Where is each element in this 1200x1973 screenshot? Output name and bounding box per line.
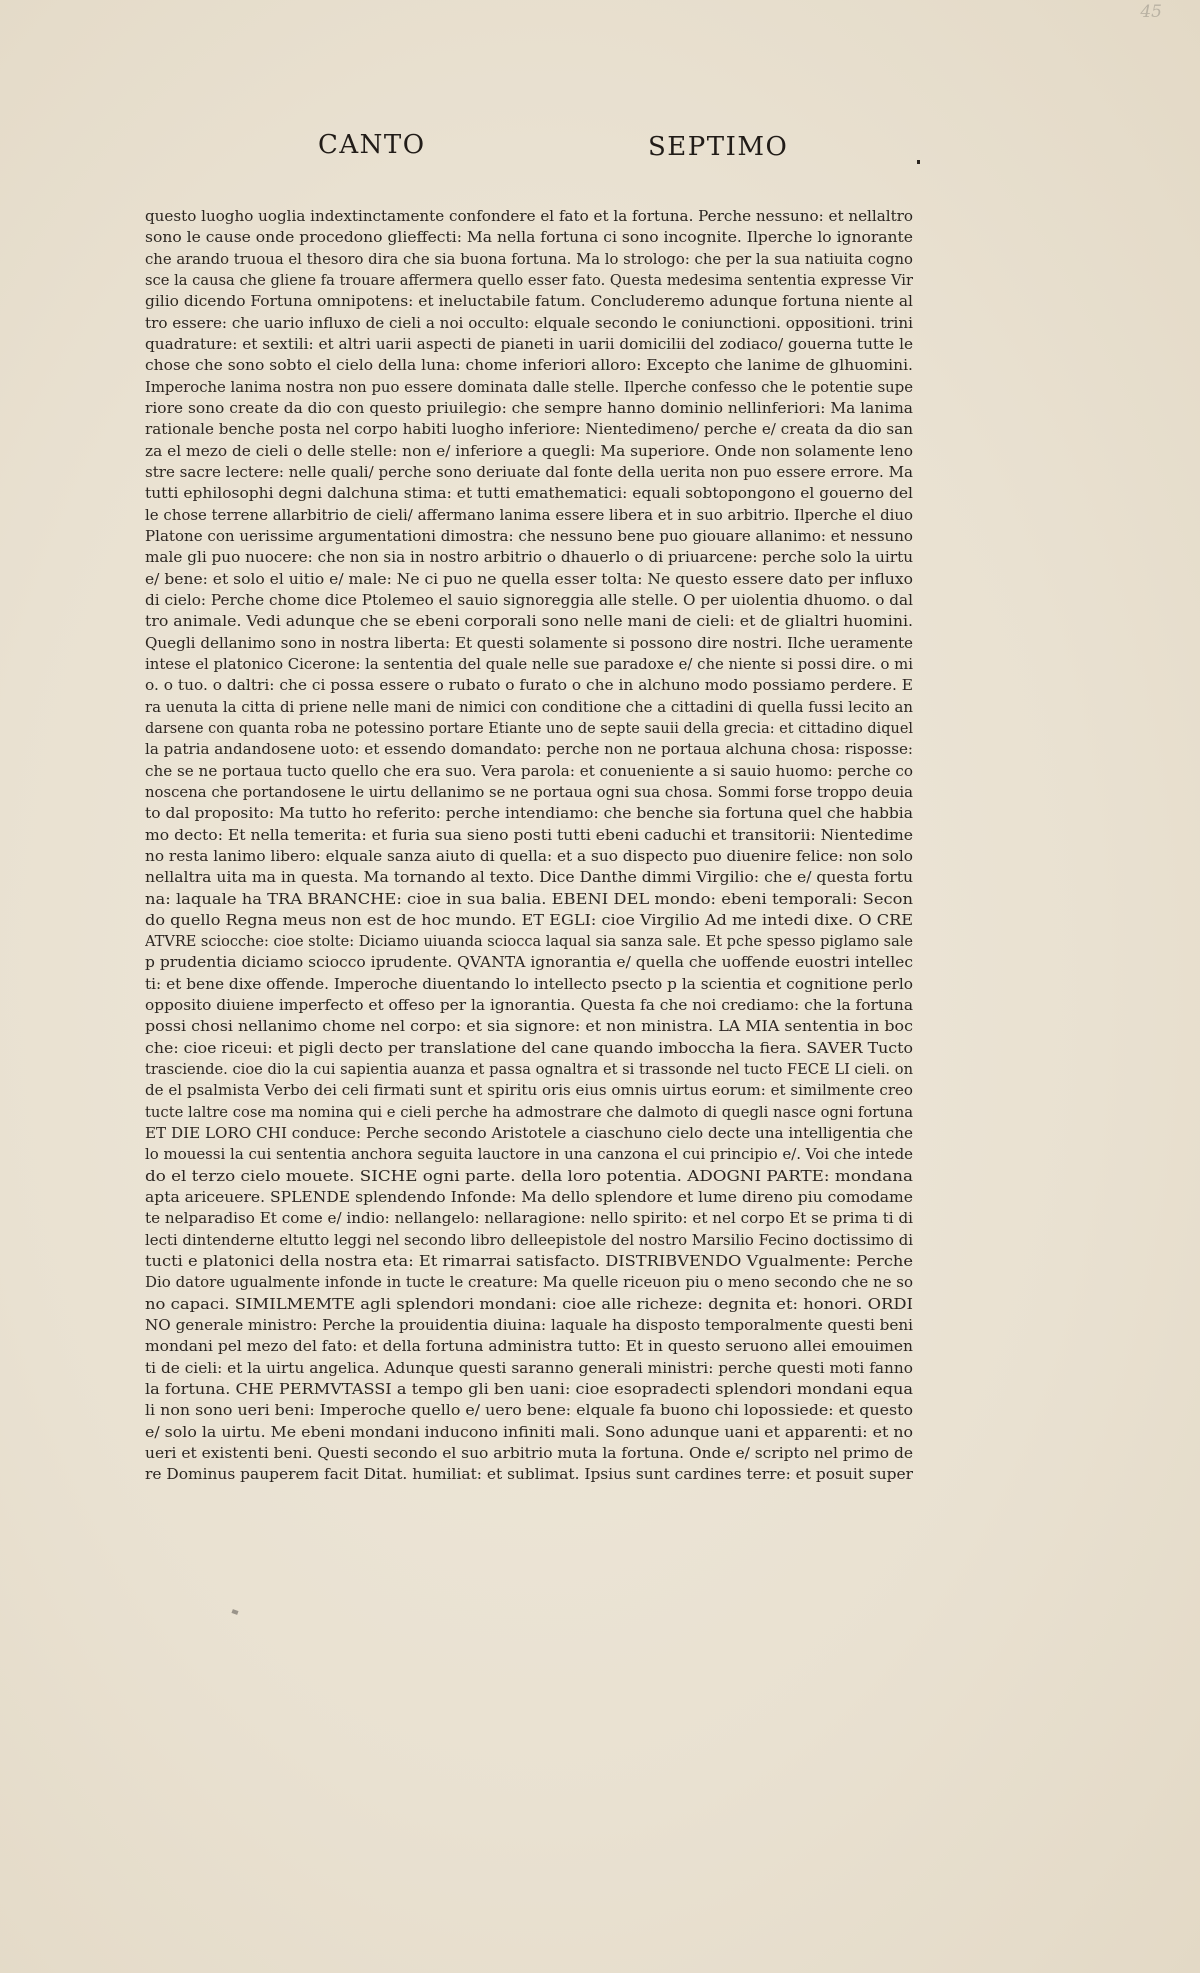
text-line-content: di cielo: Perche chome dice Ptolemeo el sauio signoreggia alle stelle. O per uiolentia dhuomo. o dal xyxy=(145,591,913,609)
text-line-content: de el psalmista Verbo dei celi firmati sunt et spiritu oris eius omnis uirtus eorum: et similmente creo xyxy=(145,1082,913,1100)
text-line-content: NO generale ministro: Perche la prouidentia diuina: laquale ha disposto temporalmente questi beni xyxy=(145,1317,913,1335)
text-line-content: ueri et existenti beni. Questi secondo el suo arbitrio muta la fortuna. Onde e/ scripto nel primo de xyxy=(145,1445,913,1463)
text-line xyxy=(145,739,913,760)
text-line-content: tucte laltre cose ma nomina qui e cieli perche ha admostrare che dalmoto di quegli nasce ogni fortuna xyxy=(145,1103,913,1121)
text-line xyxy=(145,1400,913,1421)
text-line-content: o. o tuo. o daltri: che ci possa essere o rubato o furato o che in alchuno modo possiamo perdere. E xyxy=(145,677,913,695)
text-line xyxy=(145,1208,913,1229)
text-line xyxy=(145,867,913,888)
text-line xyxy=(145,889,913,910)
text-line-content: li non sono ueri beni: Imperoche quello e/ uero bene: elquale fa buono chi lopossiede: et questo xyxy=(145,1402,913,1420)
ink-mark xyxy=(917,160,920,164)
text-line xyxy=(145,1336,913,1357)
text-line xyxy=(145,547,913,568)
text-line-content: lo mouessi la cui sententia anchora seguita lauctore in una canzona el cui principio e/. Voi che intede xyxy=(145,1146,913,1164)
running-head-right: SEPTIMO xyxy=(648,132,789,162)
text-line-content: chose che sono sobto el cielo della luna: chome inferiori alloro: Excepto che lanime de glhuomini. xyxy=(145,357,913,375)
text-line-content: ti de cieli: et la uirtu angelica. Adunque questi saranno generali ministri: perche questi moti fanno xyxy=(145,1359,913,1377)
text-line-content: ra uenuta la citta di priene nelle mani de nimici con conditione che a cittadini di quella fussi lecito an xyxy=(145,698,913,716)
text-line-content: la patria andandosene uoto: et essendo domandato: perche non ne portaua alchuna chosa: risposse: xyxy=(145,741,913,759)
text-line-content: e/ bene: et solo el uitio e/ male: Ne ci puo ne quella esser tolta: Ne questo essere dato per influxo xyxy=(145,570,913,588)
text-line-content: male gli puo nuocere: che non sia in nostro arbitrio o dhauerlo o di priuarcene: perche solo la uirtu xyxy=(145,549,913,567)
text-line-content: tucti e platonici della nostra eta: Et rimarrai satisfacto. DISTRIBVENDO Vgualmente: Perche xyxy=(145,1253,913,1271)
text-line xyxy=(145,1272,913,1293)
text-line xyxy=(145,462,913,483)
text-line xyxy=(145,227,913,248)
text-line xyxy=(145,910,913,931)
text-line-content: sono le cause onde procedono glieffecti: Ma nella fortuna ci sono incognite. Ilperche lo ignorante xyxy=(145,229,913,247)
text-line xyxy=(145,803,913,824)
text-line-content: rationale benche posta nel corpo habiti luogho inferiore: Nientedimeno/ perche e/ creata da dio san xyxy=(145,421,913,439)
text-line xyxy=(145,1464,913,1485)
text-line-content: Platone con uerissime argumentationi dimostra: che nessuno bene puo giouare allanimo: et nessuno xyxy=(145,527,913,545)
text-line-content: darsene con quanta roba ne potessino portare Etiante uno de septe sauii della grecia: et cittadino diquel xyxy=(145,719,913,737)
text-line-content: no resta lanimo libero: elquale sanza aiuto di quella: et a suo dispecto puo diuenire felice: non solo xyxy=(145,847,913,865)
text-line-content: opposito diuiene imperfecto et offeso per la ignorantia. Questa fa che noi crediamo: che la fortuna xyxy=(145,997,913,1015)
text-line-content: riore sono create da dio con questo priuilegio: che sempre hanno dominio nellinferiori: Ma lanima xyxy=(145,399,913,417)
text-line-content: la fortuna. CHE PERMVTASSI a tempo gli ben uani: cioe esopradecti splendori mondani equa xyxy=(145,1381,913,1399)
text-line-content: Imperoche lanima nostra non puo essere dominata dalle stelle. Ilperche confesso che le potentie supe xyxy=(145,378,913,396)
running-head-left: CANTO xyxy=(318,130,426,160)
text-line-content: ti: et bene dixe offende. Imperoche diuentando lo intellecto psecto p la scientia et cognitione perlo xyxy=(145,975,913,993)
text-line xyxy=(145,718,913,739)
text-line xyxy=(145,952,913,973)
text-line-content: le chose terrene allarbitrio de cieli/ affermano lanima essere libera et in suo arbitrio. Ilperche el diuo xyxy=(145,506,913,524)
text-line xyxy=(145,995,913,1016)
text-line-content: questo luogho uoglia indextinctamente confondere el fato et la fortuna. Perche nessuno: et nellaltro xyxy=(145,208,913,225)
text-line-content: trasciende. cioe dio la cui sapientia auanza et passa ognaltra et si trassonde nel tucto FECE LI cieli. on xyxy=(145,1061,913,1079)
text-line-content: nellaltra uita ma in questa. Ma tornando al texto. Dice Danthe dimmi Virgilio: che e/ questa fortu xyxy=(145,869,913,887)
text-line xyxy=(145,1059,913,1080)
text-line xyxy=(145,1123,913,1144)
text-line xyxy=(145,291,913,312)
text-line-content: mo decto: Et nella temerita: et furia sua sieno posti tutti ebeni caduchi et transitorii: Nientedime xyxy=(145,826,913,844)
text-line xyxy=(145,611,913,632)
text-line-content: stre sacre lectere: nelle quali/ perche sono deriuate dal fonte della uerita non puo essere errore. Ma xyxy=(145,463,913,481)
text-line xyxy=(145,1443,913,1464)
text-line-content: Quegli dellanimo sono in nostra liberta: Et questi solamente si possono dire nostri. Ilche ueramente xyxy=(145,634,913,652)
text-line-content: lecti dintenderne eltutto leggi nel secondo libro delleepistole del nostro Marsilio Fecino doctissimo di xyxy=(145,1231,913,1249)
text-line-content: gilio dicendo Fortuna omnipotens: et ineluctabile fatum. Concluderemo adunque fortuna niente al xyxy=(145,293,913,311)
text-line xyxy=(145,1358,913,1379)
text-line xyxy=(145,761,913,782)
text-line-content: p prudentia diciamo sciocco iprudente. QVANTA ignorantia e/ quella che uoffende euostri intellec xyxy=(145,954,913,972)
text-line-content: to dal proposito: Ma tutto ho referito: perche intendiamo: che benche sia fortuna quel che habbia xyxy=(145,805,913,823)
text-line xyxy=(145,526,913,547)
text-line xyxy=(145,505,913,526)
text-line-content: tro animale. Vedi adunque che se ebeni corporali sono nelle mani de cieli: et de glialtri huomini. xyxy=(145,613,913,631)
text-line-content: e/ solo la uirtu. Me ebeni mondani inducono infiniti mali. Sono adunque uani et apparenti: et no xyxy=(145,1423,913,1441)
text-line xyxy=(145,569,913,590)
text-line-content: tutti ephilosophi degni dalchuna stima: et tutti emathematici: equali sobtopongono el gouerno del xyxy=(145,485,913,503)
text-line-content: ET DIE LORO CHI conduce: Perche secondo Aristotele a ciaschuno cielo decte una intelligentia che xyxy=(145,1125,913,1143)
text-line xyxy=(145,334,913,355)
text-line-content: intese el platonico Cicerone: la sententia del quale nelle sue paradoxe e/ che niente si possi dire. o mi xyxy=(145,655,913,673)
text-line-content: sce la causa che gliene fa trouare affermera quello esser fato. Questa medesima sententia expresse Vir xyxy=(145,271,913,289)
text-line xyxy=(145,846,913,867)
text-line xyxy=(145,1422,913,1443)
text-line-content: za el mezo de cieli o delle stelle: non e/ inferiore a quegli: Ma superiore. Onde non solamente leno xyxy=(145,442,913,460)
text-line-content: ATVRE sciocche: cioe stolte: Diciamo uiuanda sciocca laqual sia sanza sale. Et pche spesso piglamo sale xyxy=(145,933,913,951)
text-line-content: do el terzo cielo mouete. SICHE ogni parte. della loro potentia. ADOGNI PARTE: mondana xyxy=(145,1167,913,1185)
text-line xyxy=(145,1230,913,1251)
folio-number: 45 xyxy=(1140,2,1162,22)
text-line xyxy=(145,1166,913,1187)
text-line xyxy=(145,1379,913,1400)
text-line-content: do quello Regna meus non est de hoc mundo. ET EGLI: cioe Virgilio Ad me intedi dixe. O CRE xyxy=(145,911,913,929)
text-line xyxy=(145,825,913,846)
text-line-content: na: laquale ha TRA BRANCHE: cioe in sua balia. EBENI DEL mondo: ebeni temporali: Secon xyxy=(145,890,913,908)
text-line xyxy=(145,355,913,376)
text-line-content: che se ne portaua tucto quello che era suo. Vera parola: et conueniente a si sauio huomo: perche co xyxy=(145,762,913,780)
text-line xyxy=(145,377,913,398)
text-line xyxy=(145,249,913,270)
text-line-content: che arando truoua el thesoro dira che sia buona fortuna. Ma lo strologo: che per la sua natiuita cogno xyxy=(145,250,913,268)
stray-mark xyxy=(231,1609,238,1615)
text-line xyxy=(145,1080,913,1101)
commentary-text-block xyxy=(145,206,913,1486)
text-line xyxy=(145,398,913,419)
text-line-content: re Dominus pauperem facit Ditat. humiliat: et sublimat. Ipsius sunt cardines terre: et posuit super xyxy=(145,1466,913,1484)
text-line xyxy=(145,1144,913,1165)
text-line xyxy=(145,206,913,227)
text-line-content: te nelparadiso Et come e/ indio: nellangelo: nellaragione: nello spirito: et nel corpo Et se prima ti di xyxy=(145,1210,913,1228)
text-line-content: che: cioe riceui: et pigli decto per translatione del cane quando imboccha la fiera. SAVER Tucto xyxy=(145,1039,913,1057)
text-line xyxy=(145,1315,913,1336)
text-line xyxy=(145,441,913,462)
text-line-content: Dio datore ugualmente infonde in tucte le creature: Ma quelle riceuon piu o meno secondo che ne so xyxy=(145,1274,913,1292)
text-line xyxy=(145,1294,913,1315)
text-line xyxy=(145,1038,913,1059)
text-line xyxy=(145,782,913,803)
text-line-content: mondani pel mezo del fato: et della fortuna administra tutto: Et in questo seruono allei emouimen xyxy=(145,1338,913,1356)
text-line xyxy=(145,313,913,334)
text-line xyxy=(145,633,913,654)
text-line-content: quadrature: et sextili: et altri uarii aspecti de pianeti in uarii domicilii del zodiaco/ gouerna tutte le xyxy=(145,335,913,353)
text-line xyxy=(145,270,913,291)
text-line xyxy=(145,675,913,696)
text-line xyxy=(145,590,913,611)
text-line xyxy=(145,1102,913,1123)
text-line-content: no capaci. SIMILMEMTE agli splendori mondani: cioe alle richeze: degnita et: honori. ORDI xyxy=(145,1295,913,1313)
text-line-content: apta ariceuere. SPLENDE splendendo Infonde: Ma dello splendore et lume direno piu comodame xyxy=(145,1189,913,1207)
text-line xyxy=(145,697,913,718)
text-line xyxy=(145,483,913,504)
text-line xyxy=(145,1251,913,1272)
text-line-content: tro essere: che uario influxo de cieli a noi occulto: elquale secondo le coniunctioni. oppositioni. trini xyxy=(145,314,913,332)
text-line xyxy=(145,931,913,952)
text-line xyxy=(145,1187,913,1208)
text-line-content: noscena che portandosene le uirtu dellanimo se ne portaua ogni sua chosa. Sommi forse troppo deuia xyxy=(145,783,913,801)
text-line xyxy=(145,974,913,995)
text-line xyxy=(145,654,913,675)
text-line-content: possi chosi nellanimo chome nel corpo: et sia signore: et non ministra. LA MIA sententia in boc xyxy=(145,1018,913,1036)
text-line xyxy=(145,419,913,440)
text-line xyxy=(145,1016,913,1037)
